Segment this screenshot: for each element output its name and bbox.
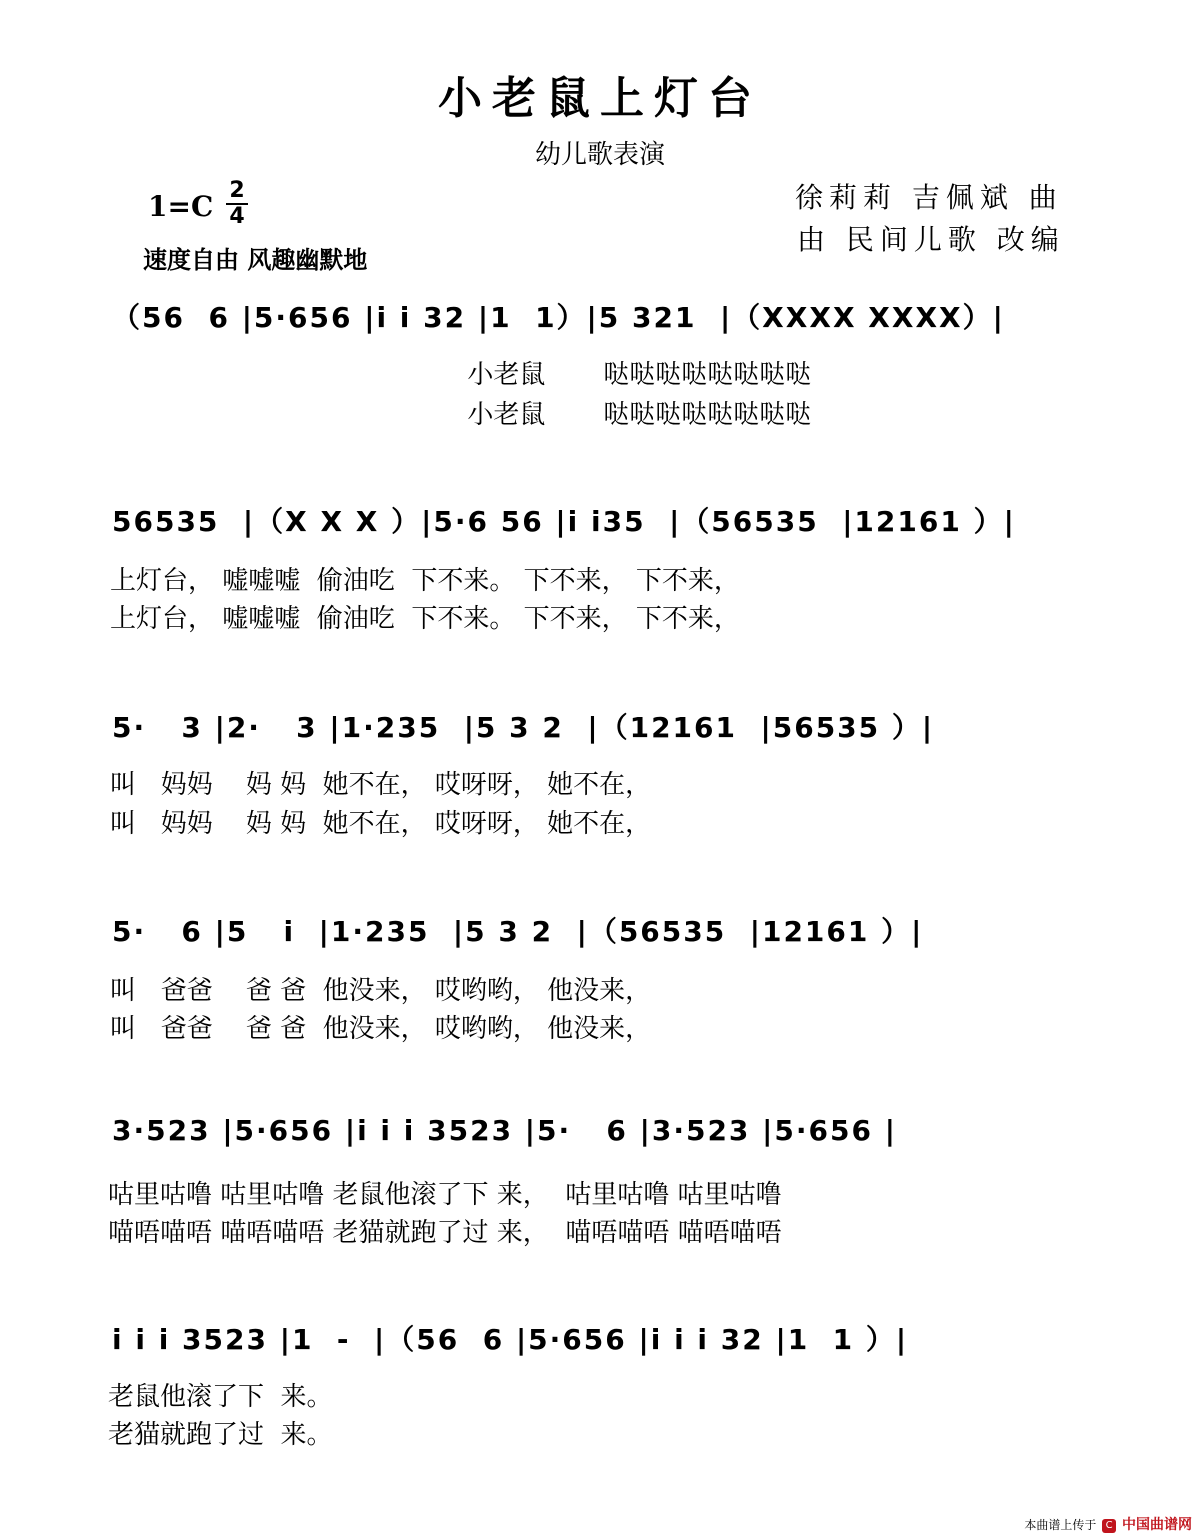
lyric-line-3a: 叫 妈妈 妈 妈 她不在， 哎呀呀， 她不在， [110,770,652,800]
notation-line-5: 3·523 |5·656 |i i i 3523 |5· 6 |3·523 |5·656 | [112,1114,897,1147]
site-brand-link[interactable]: 中国曲谱网 [1122,1517,1192,1533]
tempo-marking: 速度自由 风趣幽默地 [143,246,368,274]
lyric-line-3b: 叫 妈妈 妈 妈 她不在， 哎呀呀， 她不在， [110,809,652,839]
notation-line-4: 5· 6 |5 i |1·235 |5 3 2 |（56535 |12161 ）| [112,915,924,948]
lyric-line-2b: 上灯台， 嘘嘘嘘 偷油吃 下不来。 下不来， 下不来， [110,604,740,634]
notation-line-2: 56535 |（X X X ）|5·6 56 |i i35 |（56535 |12161 ）| [112,505,1016,538]
time-signature [226,180,248,228]
time-sig-bottom: 4 [229,204,245,229]
lyric-line-1b: 小老鼠 哒哒哒哒哒哒哒哒 [112,400,812,430]
lyric-line-1a: 小老鼠 哒哒哒哒哒哒哒哒 [112,360,812,390]
composer-credit: 徐莉莉 吉佩斌 曲 [795,181,1063,214]
time-sig-top: 2 [229,178,245,203]
notation-line-1: （56 6 |5·656 |i i 32 |1 1）|5 321 |（XXXX XXXX）| [112,301,1005,334]
lyric-line-5b: 喵唔喵唔 喵唔喵唔 老猫就跑了过 来， 喵唔喵唔 喵唔喵唔 [108,1218,782,1248]
song-title: 小老鼠上灯台 [438,73,762,124]
lyric-line-4a: 叫 爸爸 爸 爸 他没来， 哎哟哟， 他没来， [110,976,652,1006]
arranger-credit: 由 民间儿歌 改编 [797,223,1065,256]
site-logo-icon: C [1102,1519,1116,1533]
notation-line-3: 5· 3 |2· 3 |1·235 |5 3 2 |（12161 |56535 ）| [112,711,935,744]
lyric-line-4b: 叫 爸爸 爸 爸 他没来， 哎哟哟， 他没来， [110,1014,652,1044]
lyric-line-6a: 老鼠他滚了下 来。 [108,1382,333,1412]
site-footer [1024,1514,1192,1534]
footer-upload-text: 本曲谱上传于 [1024,1518,1097,1532]
lyric-line-6b: 老猫就跑了过 来。 [108,1420,333,1450]
song-subtitle: 幼儿歌表演 [534,140,665,170]
notation-line-6: i i i 3523 |1 - |（56 6 |5·656 |i i i 32 |1 1 ）| [112,1323,909,1356]
lyric-line-2a: 上灯台， 嘘嘘嘘 偷油吃 下不来。 下不来， 下不来， [110,566,740,596]
key-signature: 1=C [148,190,214,223]
lyric-line-5a: 咕里咕噜 咕里咕噜 老鼠他滚了下 来， 咕里咕噜 咕里咕噜 [108,1180,782,1210]
